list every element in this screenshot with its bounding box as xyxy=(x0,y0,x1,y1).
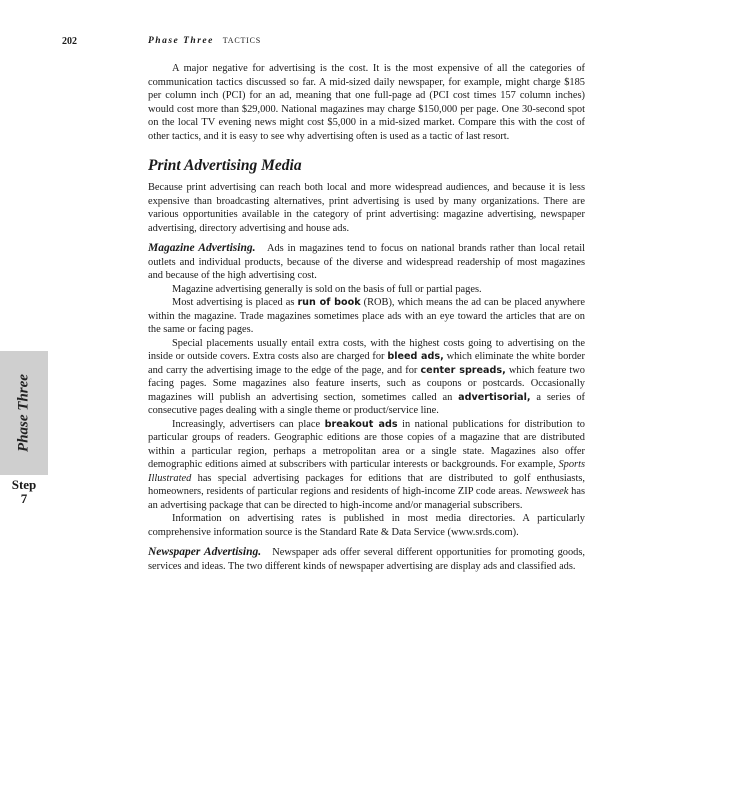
page-number: 202 xyxy=(62,36,77,47)
section-title: Print Advertising Media xyxy=(148,157,302,174)
side-tab-label: Phase Three xyxy=(15,374,32,452)
p4-text-a: Special placements usually entail extra costs, with the highest costs going to advertising on the inside or outside covers. Extra costs also are charged for xyxy=(148,337,585,362)
term-run-of-book: run of book xyxy=(297,297,361,308)
step-number: 7 xyxy=(20,491,28,506)
magazine-p1-text: Ads in magazines tend to focus on national brands rather than local retail outlets and individual products, because of the diverse and widespread readership of most magazines and because of the high advertising cost. xyxy=(148,243,586,281)
print-intro-paragraph: Because print advertising can reach both local and more widespread audiences, and because it is less expensive than broadcasting alternatives, print advertising is used by many organizations. There are various opportunities available in the category of print advertising: magazine advertising, newspaper advertising, directory advertising and house ads. xyxy=(148,182,585,234)
p5-text-b: in national publications for distribution to particular groups of readers. Geographic editions are those copies of a magazine that are distributed within a particular region, perhaps a metropolitan area or a single state. Magazines also offer demographic editions aimed at subscribers with particular interests or backgrounds. For example, xyxy=(148,418,585,470)
p5-text-c: has special advertising packages for editions that are distributed to golf enthusiasts, homeowners, residents of particular regions and residents of high-income ZIP code areas. xyxy=(148,472,585,497)
title-sports-illustrated: Sports Illustrated xyxy=(148,459,585,484)
p4-text-d: a series of consecutive pages dealing with a single theme or product/service line. xyxy=(148,391,585,416)
newspaper-heading: Newspaper Advertising. xyxy=(148,546,262,558)
magazine-paragraph-4 xyxy=(148,337,585,418)
title-newsweek: Newsweek xyxy=(525,486,569,497)
magazine-heading: Magazine Advertising. xyxy=(148,242,256,254)
magazine-paragraph-2: Magazine advertising generally is sold on the basis of full or partial pages. xyxy=(172,283,482,295)
running-header xyxy=(148,36,261,46)
phase-side-tab xyxy=(0,351,48,475)
magazine-paragraph-3 xyxy=(148,296,585,337)
term-breakout-ads: breakout ads xyxy=(324,418,398,430)
magazine-paragraph-6: Information on advertising rates is published in most media directories. A particularly comprehensive information source is the Standard Rate & Data Service (www.srds.com). xyxy=(148,513,585,538)
p5-text-d: has an advertising package that can be directed to high-income and/or managerial subscribers. xyxy=(148,486,586,511)
p3-text-a: Most advertising is placed as xyxy=(172,297,298,308)
p4-text-b: which eliminate the white border and carry the advertising image to the edge of the page, and for xyxy=(148,351,585,376)
newspaper-p1-text: Newspaper ads offer several different opportunities for promoting goods, services and ideas. The two different kinds of newspaper advertising are display ads and classified ads. xyxy=(148,547,585,572)
p5-text-a: Increasingly, advertisers can place xyxy=(172,418,325,430)
step-label xyxy=(0,478,48,506)
term-advertisorial: advertisorial, xyxy=(458,391,531,403)
magazine-paragraph-1 xyxy=(148,242,585,283)
term-center-spreads: center spreads, xyxy=(420,364,506,376)
p3-text-b: (ROB), which means the ad can be placed anywhere within the magazine. Trade magazines sometimes place ads with an eye toward the articles that are on the same or facing pages. xyxy=(148,297,585,335)
step-label-text: Step xyxy=(11,477,37,492)
term-bleed-ads: bleed ads, xyxy=(387,351,444,362)
running-header-part: Phase Three xyxy=(148,36,214,46)
p4-text-c: which feature two facing pages. Some magazines also feature inserts, such as coupons or postcards. Occasionally magazines will publish an advertising section, sometimes called an xyxy=(148,364,585,403)
intro-paragraph: A major negative for advertising is the cost. It is the most expensive of all the categories of communication tactics discussed so far. A mid-sized daily newspaper, for example, might charge $185 per column inch (PCI) for an ad, meaning that one full-page ad (PCI cost times 157 column inches) would cost more than $29,000. National magazines may charge $150,000 per page. One 30-second spot on the local TV evening news might cost $5,000 in a mid-sized market. Compare this with the cost of other tactics, and it is easy to see why advertising often is used as a tactic of last resort. xyxy=(148,63,585,142)
page-body xyxy=(148,62,585,573)
running-header-section: TACTICS xyxy=(222,36,262,45)
newspaper-paragraph-1 xyxy=(148,546,585,573)
magazine-paragraph-5 xyxy=(148,418,585,513)
